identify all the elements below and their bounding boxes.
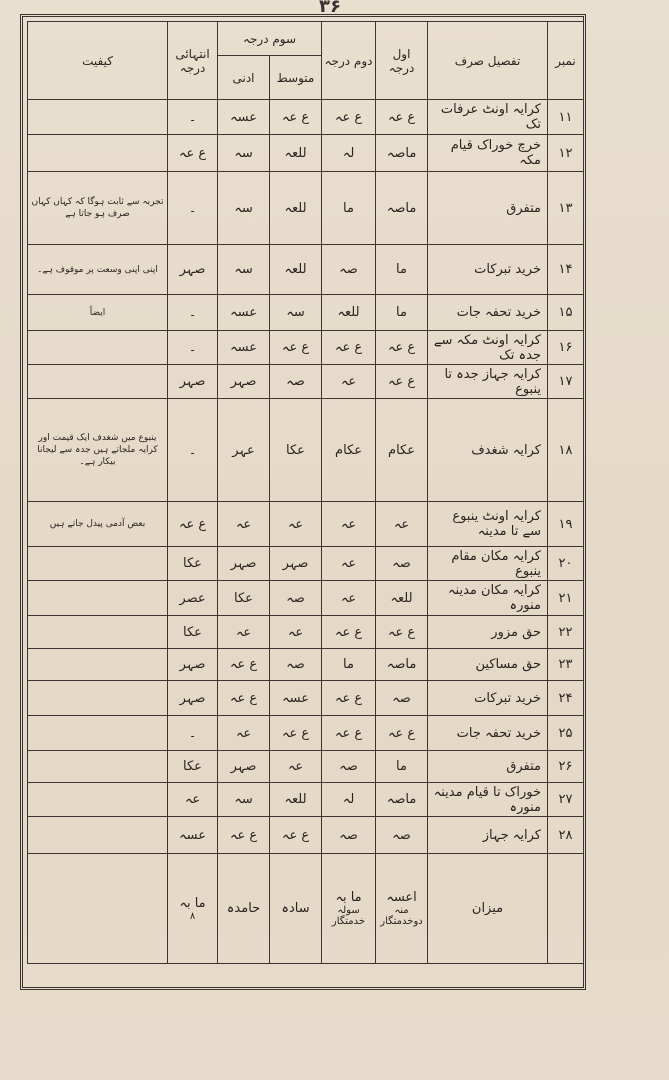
table-row [28,135,584,172]
total-class4-value: ما بہ [179,895,206,911]
class4-cell: ۔ [168,100,218,135]
class3-low-cell: سہ [218,172,270,245]
class1-cell: صہ [376,547,428,581]
serial-cell: ۲۱ [548,581,584,616]
remarks-cell [28,783,168,817]
remarks-cell: بعض آدمی پیدل جاتے ہیں [28,502,168,547]
class3-medium-cell: سہ [270,295,322,331]
class2-cell: ما [322,649,376,681]
description-cell: متفرق [428,751,548,783]
serial-cell: ۱۵ [548,295,584,331]
class3-low-cell: ع عہ [218,681,270,716]
table-body [28,100,584,854]
class3-medium-cell: للعہ [270,783,322,817]
class1-cell: ما [376,295,428,331]
class3-medium-cell: للعہ [270,245,322,295]
class3-medium-cell: صہ [270,581,322,616]
total-class1-value: اعسہ [386,890,417,905]
total-class1 [376,854,428,964]
class3-low-cell: عسہ [218,331,270,365]
serial-cell: ۲۷ [548,783,584,817]
table-row [28,365,584,399]
class1-cell: ع عہ [376,100,428,135]
class1-cell: ع عہ [376,365,428,399]
total-class2-note: سولہ خدمتگار [331,905,366,927]
serial-cell: ۲۸ [548,817,584,854]
table-row [28,547,584,581]
class3-low-cell: عہر [218,399,270,502]
remarks-cell [28,135,168,172]
class4-cell: عکا [168,751,218,783]
table-row [28,616,584,649]
class3-low-cell: صہر [218,751,270,783]
class2-cell: صہ [322,817,376,854]
class2-cell: ما [322,172,376,245]
class4-cell: ع عہ [168,135,218,172]
remarks-cell [28,331,168,365]
description-cell: کرایہ شغدف [428,399,548,502]
serial-cell: ۲۴ [548,681,584,716]
remarks-cell: ایضاً [28,295,168,331]
table-row [28,331,584,365]
class2-cell: صہ [322,751,376,783]
class1-cell: ما [376,751,428,783]
class3-medium-cell: صہ [270,649,322,681]
class4-cell: صہر [168,245,218,295]
description-cell: متفرق [428,172,548,245]
class3-medium-cell: ع عہ [270,817,322,854]
class3-low-cell: عہ [218,616,270,649]
table-row [28,681,584,716]
table-row [28,100,584,135]
total-section [28,854,584,964]
remarks-cell: ینبوع میں شغدف ایک قیمت اور کرایہ ملجاتے ہیں جدہ سے لیجانا بیکار ہے۔ [28,399,168,502]
serial-cell: ۱۶ [548,331,584,365]
description-cell: حق مساکین [428,649,548,681]
total-class2-value: ما بہ [335,890,362,905]
class3-low-cell: عسہ [218,295,270,331]
total-class1-note: منہ دوخدمتگار [380,905,423,927]
serial-cell: ۲۰ [548,547,584,581]
class4-cell: عکا [168,616,218,649]
class3-low-cell: عہ [218,502,270,547]
description-cell: خرید تبرکات [428,245,548,295]
description-cell: خرچ خوراک قیام مکہ [428,135,548,172]
class1-cell: ماصہ [376,649,428,681]
class3-medium-cell: عہ [270,502,322,547]
class1-cell: ما [376,245,428,295]
serial-cell: ۱۲ [548,135,584,172]
page-number: ۳۶ [319,0,341,17]
table-row [28,716,584,751]
header-serial: نمبر [548,22,584,100]
remarks-cell [28,547,168,581]
table-row [28,649,584,681]
header-remarks: کیفیت [28,22,168,100]
serial-cell: ۱۱ [548,100,584,135]
total-class3-low: حامدہ [218,854,270,964]
class1-cell: عہ [376,502,428,547]
class4-cell: عصر [168,581,218,616]
serial-cell: ۲۲ [548,616,584,649]
class4-cell: ۔ [168,295,218,331]
serial-cell: ۲۵ [548,716,584,751]
description-cell: کرایہ اونٹ ینبوع سے تا مدینہ [428,502,548,547]
class2-cell: لہ [322,783,376,817]
class3-low-cell: سہ [218,245,270,295]
class1-cell: صہ [376,817,428,854]
header-class3-medium: متوسط [270,56,322,100]
class2-cell: لہ [322,135,376,172]
table-row [28,245,584,295]
description-cell: خوراک تا قیام مدینہ منورہ [428,783,548,817]
total-class2 [322,854,376,964]
class2-cell: عکام [322,399,376,502]
class2-cell: صہ [322,245,376,295]
class2-cell: ع عہ [322,100,376,135]
header-class2: دوم درجہ [322,22,376,100]
serial-cell: ۱۹ [548,502,584,547]
class2-cell: عہ [322,547,376,581]
description-cell: کرایہ مکان مقام ینبوع [428,547,548,581]
description-cell: کرایہ مکان مدینہ منورہ [428,581,548,616]
class1-cell: ع عہ [376,616,428,649]
remarks-cell: تجربہ سے ثابت ہوگا کہ کہاں کہاں صرف ہو جاتا ہے [28,172,168,245]
class2-cell: ع عہ [322,716,376,751]
class2-cell: عہ [322,365,376,399]
table-row [28,581,584,616]
header-class4: انتہائی درجہ [168,22,218,100]
class2-cell: ع عہ [322,616,376,649]
remarks-cell [28,681,168,716]
class4-cell: ۔ [168,331,218,365]
serial-cell: ۲۶ [548,751,584,783]
class2-cell: ع عہ [322,331,376,365]
class3-medium-cell: للعہ [270,135,322,172]
expense-table [27,21,584,964]
serial-cell: ۱۸ [548,399,584,502]
class3-low-cell: ع عہ [218,649,270,681]
serial-cell: ۱۷ [548,365,584,399]
total-class4-note: ۸ [189,910,196,922]
class1-cell: ماصہ [376,172,428,245]
table-row [28,502,584,547]
class4-cell: صہر [168,365,218,399]
class1-cell: ع عہ [376,331,428,365]
remarks-cell [28,100,168,135]
table-row [28,399,584,502]
table-row [28,295,584,331]
class1-cell: ع عہ [376,716,428,751]
class3-low-cell: صہر [218,547,270,581]
table-header [28,22,584,100]
total-serial [548,854,584,964]
remarks-cell [28,581,168,616]
total-class3-medium: سادہ [270,854,322,964]
class3-medium-cell: عہ [270,616,322,649]
remarks-cell [28,616,168,649]
class3-medium-cell: صہر [270,547,322,581]
remarks-cell [28,649,168,681]
description-cell: کرایہ جہاز جدہ تا ینبوع [428,365,548,399]
remarks-cell [28,817,168,854]
total-label: میزان [428,854,548,964]
class3-low-cell: سہ [218,135,270,172]
class3-low-cell: عہ [218,716,270,751]
header-class3-low: ادنی [218,56,270,100]
class3-low-cell: عکا [218,581,270,616]
description-cell: کرایہ اونٹ عرفات تک [428,100,548,135]
expense-ledger [20,14,586,990]
class1-cell: للعہ [376,581,428,616]
class1-cell: صہ [376,681,428,716]
class3-low-cell: سہ [218,783,270,817]
class4-cell: صہر [168,681,218,716]
class4-cell: ۔ [168,716,218,751]
table-row [28,783,584,817]
remarks-cell [28,716,168,751]
class1-cell: ماصہ [376,783,428,817]
description-cell: خرید تبرکات [428,681,548,716]
class4-cell: ۔ [168,172,218,245]
serial-cell: ۱۴ [548,245,584,295]
header-class1: اول درجہ [376,22,428,100]
class3-low-cell: عسہ [218,100,270,135]
description-cell: کرایہ جہاز [428,817,548,854]
class4-cell: صہر [168,649,218,681]
table-row [28,751,584,783]
class3-medium-cell: عسہ [270,681,322,716]
class1-cell: ماصہ [376,135,428,172]
class2-cell: ع عہ [322,681,376,716]
table-row [28,172,584,245]
class2-cell: للعہ [322,295,376,331]
serial-cell: ۲۳ [548,649,584,681]
description-cell: خرید تحفہ جات [428,295,548,331]
class1-cell: عکام [376,399,428,502]
class4-cell: ع عہ [168,502,218,547]
total-remarks [28,854,168,964]
class3-medium-cell: ع عہ [270,100,322,135]
class4-cell: عہ [168,783,218,817]
description-cell: کرایہ اونٹ مکہ سے جدہ تک [428,331,548,365]
header-description: تفصیل صرف [428,22,548,100]
serial-cell: ۱۳ [548,172,584,245]
class3-medium-cell: عکا [270,399,322,502]
remarks-cell: اپنی اپنی وسعت پر موقوف ہے۔ [28,245,168,295]
class2-cell: عہ [322,502,376,547]
total-class4 [168,854,218,964]
class3-low-cell: صہر [218,365,270,399]
remarks-cell [28,365,168,399]
class4-cell: عکا [168,547,218,581]
description-cell: حق مزور [428,616,548,649]
class3-medium-cell: ع عہ [270,716,322,751]
class3-medium-cell: صہ [270,365,322,399]
table-row [28,817,584,854]
class2-cell: عہ [322,581,376,616]
class4-cell: عسہ [168,817,218,854]
description-cell: خرید تحفہ جات [428,716,548,751]
class3-medium-cell: للعہ [270,172,322,245]
remarks-cell [28,751,168,783]
class4-cell: ۔ [168,399,218,502]
total-row [28,854,584,964]
header-class3: سوم درجہ [218,22,322,56]
class3-low-cell: ع عہ [218,817,270,854]
class3-medium-cell: ع عہ [270,331,322,365]
class3-medium-cell: عہ [270,751,322,783]
